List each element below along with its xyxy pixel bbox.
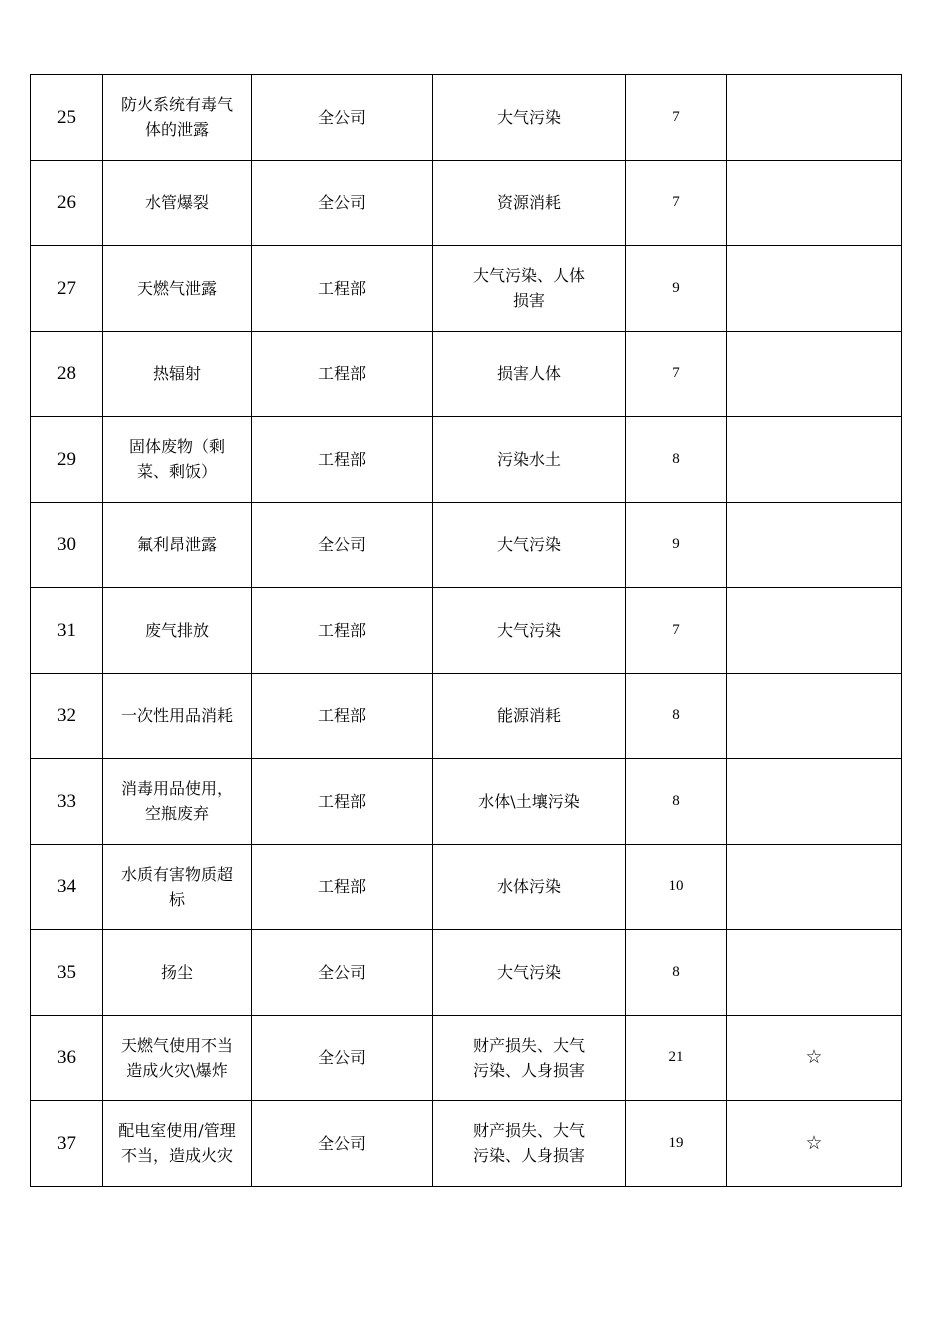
factor-text: 防火系统有毒气体的泄露 [120, 95, 233, 140]
factor-text: 消毒用品使用，空瓶废弃 [120, 779, 233, 824]
row-number-text: 37 [57, 1132, 76, 1154]
row-number-text: 34 [57, 876, 76, 898]
impact-text: 大气污染 [496, 107, 561, 127]
impact-cell [433, 75, 626, 161]
row-number-text: 25 [57, 106, 76, 128]
score-text: 9 [672, 536, 680, 553]
impact-cell [433, 502, 626, 588]
significance-mark-cell [727, 844, 902, 930]
row-number-cell [31, 502, 103, 588]
score-text: 9 [672, 279, 680, 296]
significance-mark-cell [727, 246, 902, 332]
department-cell [252, 673, 433, 759]
row-number-cell [31, 246, 103, 332]
row-number-text: 32 [57, 705, 76, 727]
significance-mark-cell [727, 1101, 902, 1187]
impact-cell [433, 331, 626, 417]
factor-cell [103, 930, 252, 1016]
impact-text: 能源消耗 [496, 706, 561, 726]
row-number-cell [31, 160, 103, 246]
table-row [31, 160, 902, 246]
row-number-text: 31 [57, 619, 76, 641]
score-cell [626, 331, 727, 417]
department-cell [252, 759, 433, 845]
factor-text: 固体废物（剩菜、剩饭） [128, 437, 225, 482]
impact-text: 资源消耗 [496, 193, 561, 213]
factor-cell [103, 1015, 252, 1101]
table-row [31, 246, 902, 332]
score-text: 19 [668, 1134, 684, 1151]
factor-text: 配电室使用/管理不当，造成火灾 [118, 1121, 236, 1166]
score-cell [626, 930, 727, 1016]
significance-mark-cell [727, 1015, 902, 1101]
row-number-text: 33 [57, 790, 76, 812]
score-cell [626, 844, 727, 930]
factor-text: 氟利昂泄露 [136, 535, 217, 555]
impact-text: 损害人体 [496, 364, 561, 384]
impact-cell [433, 1101, 626, 1187]
factor-cell [103, 502, 252, 588]
score-cell [626, 160, 727, 246]
significance-mark-cell [727, 75, 902, 161]
factor-text: 水质有害物质超标 [120, 864, 233, 909]
impact-text: 污染水土 [496, 449, 561, 469]
table-row [31, 502, 902, 588]
department-cell [252, 1015, 433, 1101]
factor-cell [103, 759, 252, 845]
factor-text: 扬尘 [160, 962, 193, 982]
impact-cell [433, 417, 626, 503]
impact-text: 财产损失、大气污染、人身损害 [472, 1121, 585, 1166]
factor-cell [103, 417, 252, 503]
row-number-text: 26 [57, 192, 76, 214]
row-number-cell [31, 331, 103, 417]
factor-cell [103, 331, 252, 417]
impact-cell [433, 673, 626, 759]
significance-mark-cell [727, 759, 902, 845]
department-text: 工程部 [317, 364, 366, 384]
impact-text: 大气污染 [496, 620, 561, 640]
factor-text: 天燃气泄露 [136, 278, 217, 298]
impact-cell [433, 844, 626, 930]
department-cell [252, 1101, 433, 1187]
score-text: 8 [672, 963, 680, 980]
department-cell [252, 417, 433, 503]
factor-cell [103, 673, 252, 759]
row-number-text: 27 [57, 277, 76, 299]
department-text: 全公司 [317, 193, 366, 213]
factor-text: 热辐射 [152, 364, 201, 384]
department-text: 全公司 [317, 1048, 366, 1068]
impact-cell [433, 930, 626, 1016]
factor-cell [103, 75, 252, 161]
row-number-cell [31, 417, 103, 503]
row-number-cell [31, 930, 103, 1016]
department-text: 全公司 [317, 535, 366, 555]
department-cell [252, 502, 433, 588]
factor-cell [103, 1101, 252, 1187]
impact-cell [433, 160, 626, 246]
department-text: 工程部 [317, 791, 366, 811]
factor-text: 一次性用品消耗 [120, 706, 233, 726]
department-text: 工程部 [317, 449, 366, 469]
row-number-cell [31, 844, 103, 930]
score-cell [626, 673, 727, 759]
factor-cell [103, 246, 252, 332]
score-text: 7 [672, 108, 680, 125]
row-number-text: 35 [57, 961, 76, 983]
department-text: 全公司 [317, 1133, 366, 1153]
significance-mark-text: ☆ [805, 1046, 823, 1069]
department-text: 工程部 [317, 278, 366, 298]
row-number-cell [31, 1015, 103, 1101]
score-text: 8 [672, 450, 680, 467]
impact-cell [433, 246, 626, 332]
department-cell [252, 844, 433, 930]
department-cell [252, 75, 433, 161]
row-number-text: 29 [57, 448, 76, 470]
impact-text: 大气污染、人体损害 [472, 266, 585, 311]
table-row [31, 844, 902, 930]
significance-mark-cell [727, 588, 902, 674]
department-cell [252, 331, 433, 417]
significance-mark-cell [727, 417, 902, 503]
impact-cell [433, 759, 626, 845]
score-cell [626, 417, 727, 503]
department-text: 工程部 [317, 877, 366, 897]
department-cell [252, 160, 433, 246]
row-number-text: 28 [57, 363, 76, 385]
department-text: 全公司 [317, 107, 366, 127]
row-number-cell [31, 673, 103, 759]
department-text: 工程部 [317, 620, 366, 640]
table-row [31, 588, 902, 674]
factor-cell [103, 588, 252, 674]
impact-text: 水体污染 [496, 877, 561, 897]
table-row [31, 1015, 902, 1101]
score-text: 7 [672, 194, 680, 211]
score-text: 21 [668, 1049, 684, 1066]
department-cell [252, 246, 433, 332]
significance-mark-cell [727, 331, 902, 417]
score-cell [626, 1101, 727, 1187]
row-number-cell [31, 75, 103, 161]
row-number-cell [31, 588, 103, 674]
row-number-cell [31, 759, 103, 845]
department-cell [252, 930, 433, 1016]
score-cell [626, 246, 727, 332]
table-row [31, 75, 902, 161]
impact-text: 财产损失、大气污染、人身损害 [472, 1035, 585, 1080]
row-number-text: 30 [57, 534, 76, 556]
table-body [31, 75, 902, 1187]
row-number-cell [31, 1101, 103, 1187]
significance-mark-cell [727, 673, 902, 759]
table-row [31, 673, 902, 759]
score-cell [626, 75, 727, 161]
table-row [31, 759, 902, 845]
score-text: 8 [672, 792, 680, 809]
score-cell [626, 502, 727, 588]
table-row [31, 930, 902, 1016]
table-row [31, 417, 902, 503]
factor-cell [103, 844, 252, 930]
row-number-text: 36 [57, 1047, 76, 1069]
impact-text: 大气污染 [496, 962, 561, 982]
table-row [31, 331, 902, 417]
department-text: 工程部 [317, 706, 366, 726]
significance-mark-text: ☆ [805, 1131, 823, 1154]
environmental-factors-table [30, 74, 902, 1187]
significance-mark-cell [727, 160, 902, 246]
factor-text: 天燃气使用不当造成火灾\爆炸 [120, 1035, 233, 1080]
significance-mark-cell [727, 930, 902, 1016]
factor-text: 水管爆裂 [144, 193, 209, 213]
significance-mark-cell [727, 502, 902, 588]
factor-text: 废气排放 [144, 620, 209, 640]
impact-cell [433, 1015, 626, 1101]
factor-cell [103, 160, 252, 246]
table-row [31, 1101, 902, 1187]
score-text: 10 [668, 878, 684, 895]
score-cell [626, 759, 727, 845]
score-text: 7 [672, 621, 680, 638]
impact-text: 大气污染 [496, 535, 561, 555]
score-text: 7 [672, 365, 680, 382]
impact-cell [433, 588, 626, 674]
impact-text: 水体\土壤污染 [478, 791, 580, 811]
department-text: 全公司 [317, 962, 366, 982]
score-text: 8 [672, 707, 680, 724]
score-cell [626, 1015, 727, 1101]
department-cell [252, 588, 433, 674]
score-cell [626, 588, 727, 674]
